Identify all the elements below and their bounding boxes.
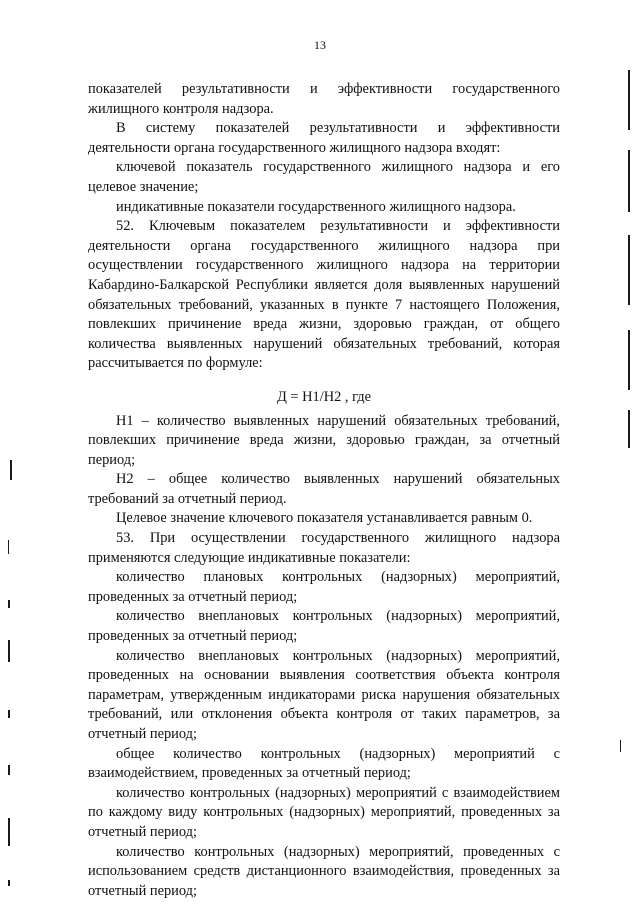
scan-edge-mark	[628, 70, 630, 130]
scan-edge-mark	[10, 460, 12, 480]
list-item: количество внеплановых контрольных (надзорных) мероприятий, проведенных за отчетный период;	[88, 608, 560, 645]
document-body	[88, 80, 560, 901]
list-item: количество внеплановых контрольных (надзорных) мероприятий, проведенных на основании выявления соответствия объекта контроля параметрам, утвержденным индикаторами риска нарушения обязательных требований, или отклонения объекта контроля от таких параметров, за отчетный период;	[88, 647, 560, 742]
paragraph: Целевое значение ключевого показателя устанавливается равным 0.	[116, 510, 533, 527]
scan-edge-mark	[628, 150, 630, 212]
scan-edge-mark	[8, 540, 9, 554]
list-item: общее количество контрольных (надзорных) мероприятий с взаимодействием, проведенных за отчетный период;	[88, 745, 560, 782]
list-item: количество плановых контрольных (надзорных) мероприятий, проведенных за отчетный период;	[88, 569, 560, 605]
scan-edge-mark	[8, 710, 10, 718]
paragraph-53: 53. При осуществлении государственного жилищного надзора применяются следующие индикативные показатели:	[88, 530, 560, 566]
paragraph: В систему показателей результативности и эффективности деятельности органа государственного жилищного надзора входят:	[88, 120, 560, 156]
scan-edge-mark	[628, 410, 630, 448]
page-number: 13	[314, 38, 326, 52]
paragraph: индикативные показатели государственного жилищного надзора.	[116, 198, 516, 215]
scan-edge-mark	[8, 880, 10, 886]
paragraph: показателей результативности и эффективности государственного жилищного контроля надзора.	[88, 81, 560, 117]
paragraph: Н1 – количество выявленных нарушений обязательных требований, повлекших причинение вреда жизни, здоровью граждан, за отчетный период;	[88, 412, 560, 468]
list-item: количество контрольных (надзорных) мероприятий, проведенных с использованием средств дистанционного взаимодействия, проведенных за отчетный период;	[88, 843, 560, 899]
scan-edge-mark	[620, 740, 621, 752]
paragraph: Н2 – общее количество выявленных нарушений обязательных требований за отчетный период.	[88, 471, 560, 507]
scan-edge-mark	[628, 330, 630, 390]
scan-edge-mark	[628, 235, 630, 305]
scan-edge-mark	[8, 640, 10, 662]
formula: Д = Н1/Н2 , где	[277, 388, 371, 405]
scan-edge-mark	[8, 600, 10, 608]
list-item: количество контрольных (надзорных) мероприятий с взаимодействием по каждому виду контрольных (надзорных) мероприятий, проведенных за отчетный период;	[88, 784, 560, 840]
scan-edge-mark	[8, 818, 10, 846]
scan-edge-mark	[8, 765, 10, 775]
paragraph-52: 52. Ключевым показателем результативности и эффективности деятельности органа государственного жилищного надзора при осуществлении государственного жилищного надзора на территории Кабардино-Балкарской Республики является доля выявленных нарушений обязательных требований, указанных в пункте 7 настоящего Положения, повлекших причинение вреда жизни, здоровью граждан, от общего количества выявленных нарушений обязательных требований, которая рассчитывается по формуле:	[88, 218, 560, 372]
paragraph: ключевой показатель государственного жилищного надзора и его целевое значение;	[88, 159, 560, 195]
